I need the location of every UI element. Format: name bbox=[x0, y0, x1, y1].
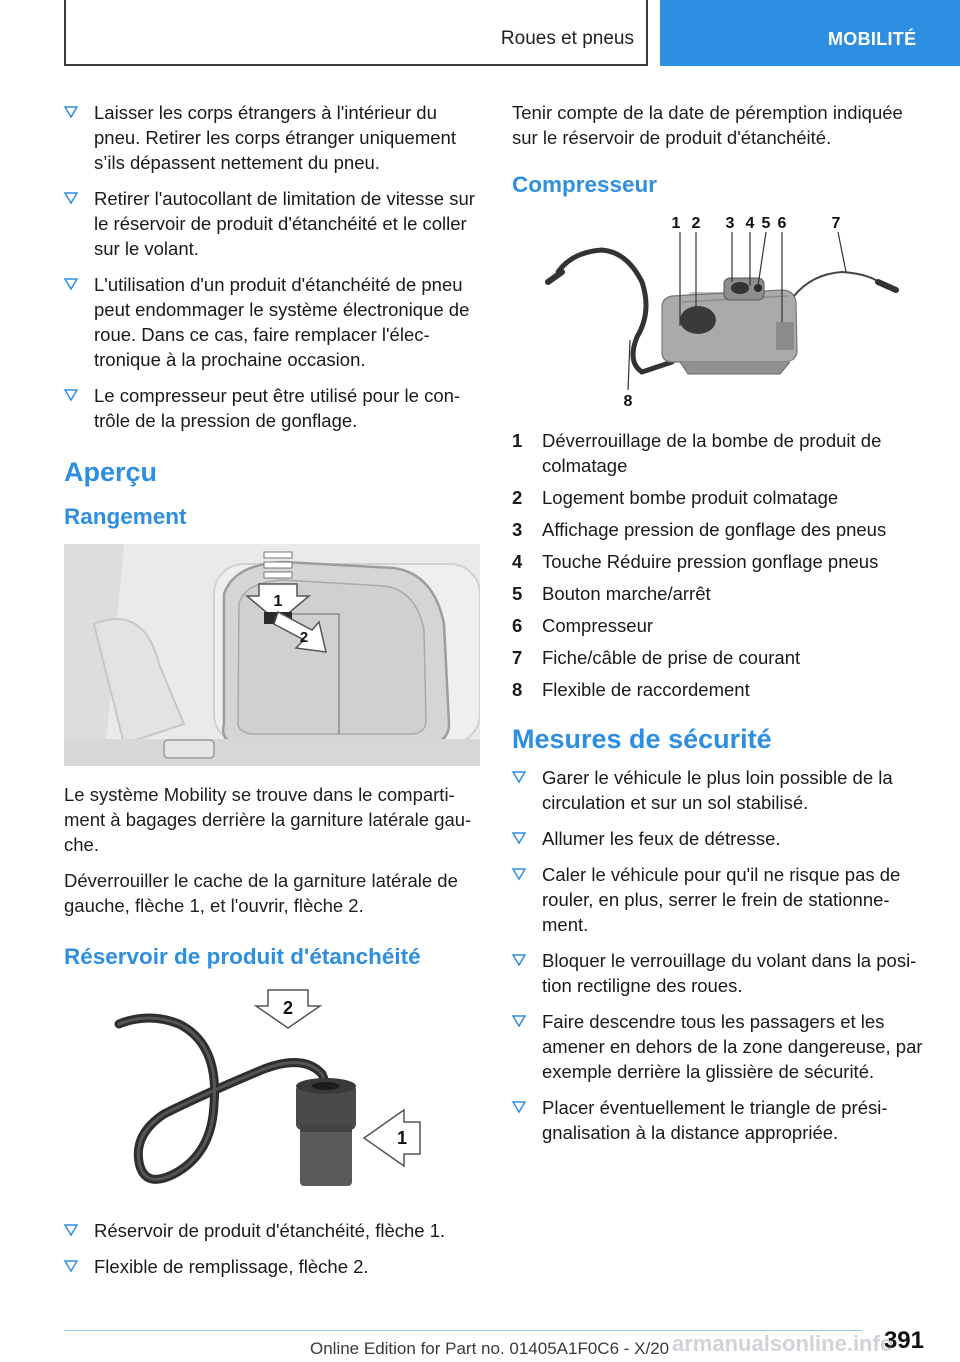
triangle-bullet-icon bbox=[512, 1100, 526, 1114]
rangement-paragraph-2: Déverrouiller le cache de la garniture latérale de gauche, flèche 1, et l'ouvrir, flèche 2. bbox=[64, 870, 458, 916]
legend-item: 4 Touche Réduire pression gonflage pneus bbox=[512, 551, 879, 572]
triangle-bullet-icon bbox=[512, 867, 526, 881]
list-item: Garer le véhicule le plus loin possible de la circulation et sur un sol stabilisé. bbox=[512, 765, 926, 815]
heading-apercu: Aperçu bbox=[64, 457, 158, 487]
page-number: 391 bbox=[883, 1327, 924, 1354]
legend-item: 1 Déverrouillage de la bombe de produit de colmatage bbox=[512, 430, 882, 476]
watermark: armanualsonline.info bbox=[672, 1331, 894, 1356]
heading-reservoir: Réservoir de produit d'étanchéité bbox=[64, 944, 421, 969]
triangle-bullet-icon bbox=[64, 191, 78, 205]
figure-label: 6 bbox=[777, 215, 787, 232]
triangle-bullet-icon bbox=[512, 1014, 526, 1028]
trunk-storage-figure bbox=[64, 544, 480, 766]
list-item: Réservoir de produit d'étanchéité, flèche 1. bbox=[64, 1218, 482, 1243]
list-item: Caler le véhicule pour qu'il ne risque pas de rouler, en plus, serrer le frein de stationne- ment. bbox=[512, 862, 926, 937]
list-item: L'utilisation d'un produit d'étanchéité de pneu peut endommager le système électronique de roue. Dans ce cas, faire remplacer l'élec- tronique à la prochaine occasion. bbox=[64, 272, 482, 372]
figure-label: 3 bbox=[725, 215, 735, 232]
list-item: Retirer l'autocollant de limitation de vitesse sur le réservoir de produit d'étanchéité et le coller sur le volant. bbox=[64, 186, 482, 261]
list-item: Faire descendre tous les passagers et les amener en dehors de la zone dangereuse, par exemple derrière la glissière de sécurité. bbox=[512, 1009, 926, 1084]
list-item: Flexible de remplissage, flèche 2. bbox=[64, 1254, 482, 1279]
heading-securite: Mesures de sécurité bbox=[512, 724, 772, 754]
figure-label: 2 bbox=[282, 998, 294, 1018]
triangle-bullet-icon bbox=[64, 1223, 78, 1237]
list-item: Laisser les corps étrangers à l'intérieur du pneu. Retirer les corps étranger uniquement s’ils dépassent nettement du pneu. bbox=[64, 100, 482, 175]
list-item: Placer éventuellement le triangle de prési- gnalisation à la distance appropriée. bbox=[512, 1095, 926, 1145]
figure-label: 8 bbox=[623, 393, 633, 410]
header-divider bbox=[646, 0, 648, 66]
section-title: Roues et pneus bbox=[500, 28, 634, 49]
list-item: Le compresseur peut être utilisé pour le con- trôle de la pression de gonflage. bbox=[64, 383, 482, 433]
header-rule-left bbox=[64, 0, 66, 66]
edition-text: Online Edition for Part no. 01405A1F0C6 - X/20 bbox=[310, 1339, 670, 1358]
left-column bbox=[64, 100, 482, 1290]
list-item: Bloquer le verrouillage du volant dans la posi- tion rectiligne des roues. bbox=[512, 948, 926, 998]
figure-label: 1 bbox=[273, 593, 283, 610]
compressor-figure bbox=[512, 212, 926, 412]
safety-bullet-list bbox=[512, 765, 926, 1145]
compressor-legend bbox=[512, 428, 926, 702]
figure-label: 5 bbox=[761, 215, 771, 232]
triangle-bullet-icon bbox=[64, 277, 78, 291]
legend-item: 8 Flexible de raccordement bbox=[512, 679, 750, 700]
heading-compresseur: Compresseur bbox=[512, 172, 658, 197]
intro-paragraph: Tenir compte de la date de péremption indiquée sur le réservoir de produit d'étanchéité. bbox=[512, 102, 903, 148]
figure-label: 2 bbox=[691, 215, 701, 232]
triangle-bullet-icon bbox=[512, 770, 526, 784]
legend-item: 6 Compresseur bbox=[512, 615, 654, 636]
top-bullet-list bbox=[64, 100, 482, 433]
list-item: Allumer les feux de détresse. bbox=[512, 826, 926, 851]
triangle-bullet-icon bbox=[64, 1259, 78, 1273]
triangle-bullet-icon bbox=[512, 953, 526, 967]
right-column bbox=[512, 100, 926, 1156]
figure-label: 7 bbox=[831, 215, 841, 232]
figure-label: 2 bbox=[299, 629, 309, 646]
reservoir-bullet-list bbox=[64, 1218, 482, 1279]
legend-item: 5 Bouton marche/arrêt bbox=[512, 583, 711, 604]
chapter-tab-label: MOBILITÉ bbox=[828, 29, 917, 49]
heading-rangement: Rangement bbox=[64, 504, 187, 529]
figure-label: 4 bbox=[745, 215, 755, 232]
figure-label: 1 bbox=[396, 1128, 408, 1148]
sealant-reservoir-figure bbox=[64, 984, 480, 1202]
triangle-bullet-icon bbox=[64, 388, 78, 402]
triangle-bullet-icon bbox=[512, 831, 526, 845]
legend-item: 7 Fiche/câble de prise de courant bbox=[512, 647, 801, 668]
header-rule bbox=[64, 64, 648, 66]
legend-item: 3 Affichage pression de gonflage des pneus bbox=[512, 519, 887, 540]
legend-item: 2 Logement bombe produit colmatage bbox=[512, 487, 839, 508]
figure-label: 1 bbox=[671, 215, 681, 232]
rangement-paragraph-1: Le système Mobility se trouve dans le comparti- ment à bagages derrière la garniture latérale gau- che. bbox=[64, 784, 472, 855]
triangle-bullet-icon bbox=[64, 105, 78, 119]
